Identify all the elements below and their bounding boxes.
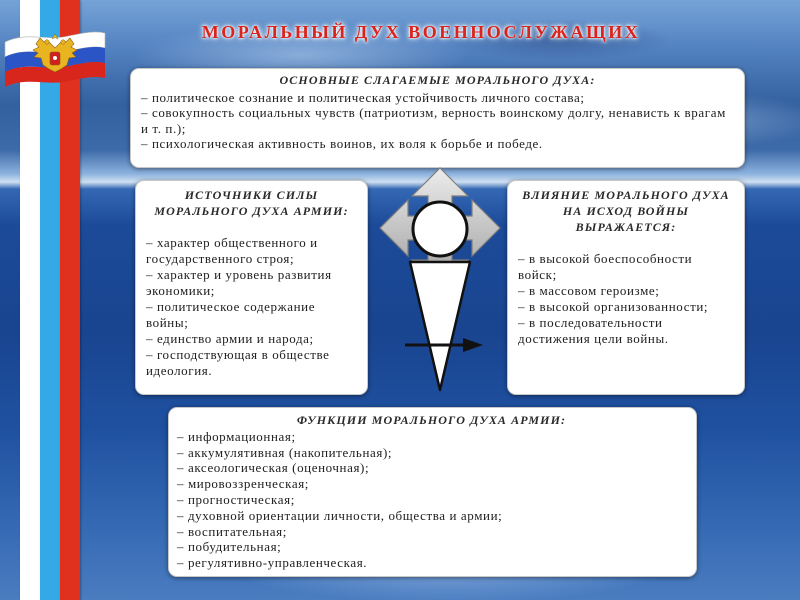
list-item: – духовной ориентации личности, общества и армии; (177, 507, 503, 523)
list-item: – информационная; (177, 428, 296, 444)
page-title: МОРАЛЬНЫЙ ДУХ ВОЕННОСЛУЖАЩИХ (201, 22, 641, 42)
list-item: – аксеологическая (оценочная); (177, 460, 370, 476)
box-heading: ВЛИЯНИЕ МОРАЛЬНОГО ДУХА НА ИСХОД ВОЙНЫ ВЫРАЖАЕТСЯ: (522, 188, 730, 234)
list-item: – прогностическая; (177, 491, 295, 507)
list-item: – единство армии и народа; (146, 331, 314, 346)
list-item: – в высокой боеспособности войск; (518, 251, 693, 282)
stripe-red (60, 0, 80, 600)
list-item: – господствующая в обществе идеология. (146, 347, 330, 378)
list-item: – совокупность социальных чувств (патриотизм, верность воинскому долгу, ненависть к врагам и т. п.); (141, 105, 726, 136)
list-item: – политическое сознание и политическая устойчивость личного состава; (141, 89, 585, 105)
list-item: – в высокой организованности; (518, 299, 709, 314)
sources-box (135, 180, 368, 395)
list-item: – характер и уровень развития экономики; (146, 267, 332, 298)
box-heading: ОСНОВНЫЕ СЛАГАЕМЫЕ МОРАЛЬНОГО ДУХА: (279, 73, 596, 87)
list-item: – мировоззренческая; (177, 476, 310, 492)
list-item: – аккумулятивная (накопительная); (177, 444, 393, 460)
russian-flag-emblem-icon (3, 28, 107, 90)
stripe-blue (40, 0, 60, 600)
triangle-arrow-shape (410, 262, 470, 390)
components-box (130, 68, 745, 168)
list-item: – характер общественного и государственного строя; (146, 235, 318, 266)
list-item: – психологическая активность воинов, их воля к борьбе и победе. (141, 136, 543, 151)
influence-box (507, 180, 745, 395)
list-item: – воспитательная; (177, 523, 287, 539)
list-item: – побудительная; (177, 539, 282, 555)
box-heading: ИСТОЧНИКИ СИЛЫ МОРАЛЬНОГО ДУХА АРМИИ: (154, 188, 349, 218)
list-item: – политическое содержание войны; (146, 299, 316, 330)
list-item: – в последовательности достижения цели войны. (518, 315, 669, 346)
box-heading: ФУНКЦИИ МОРАЛЬНОГО ДУХА АРМИИ: (296, 413, 567, 427)
list-item: – в массовом героизме; (518, 283, 660, 298)
functions-box (168, 407, 697, 577)
moral-spirit-diagram (375, 163, 505, 395)
list-item: – регулятивно-управленческая. (177, 555, 368, 571)
stripe-white (20, 0, 40, 600)
circle-shape (413, 202, 467, 256)
